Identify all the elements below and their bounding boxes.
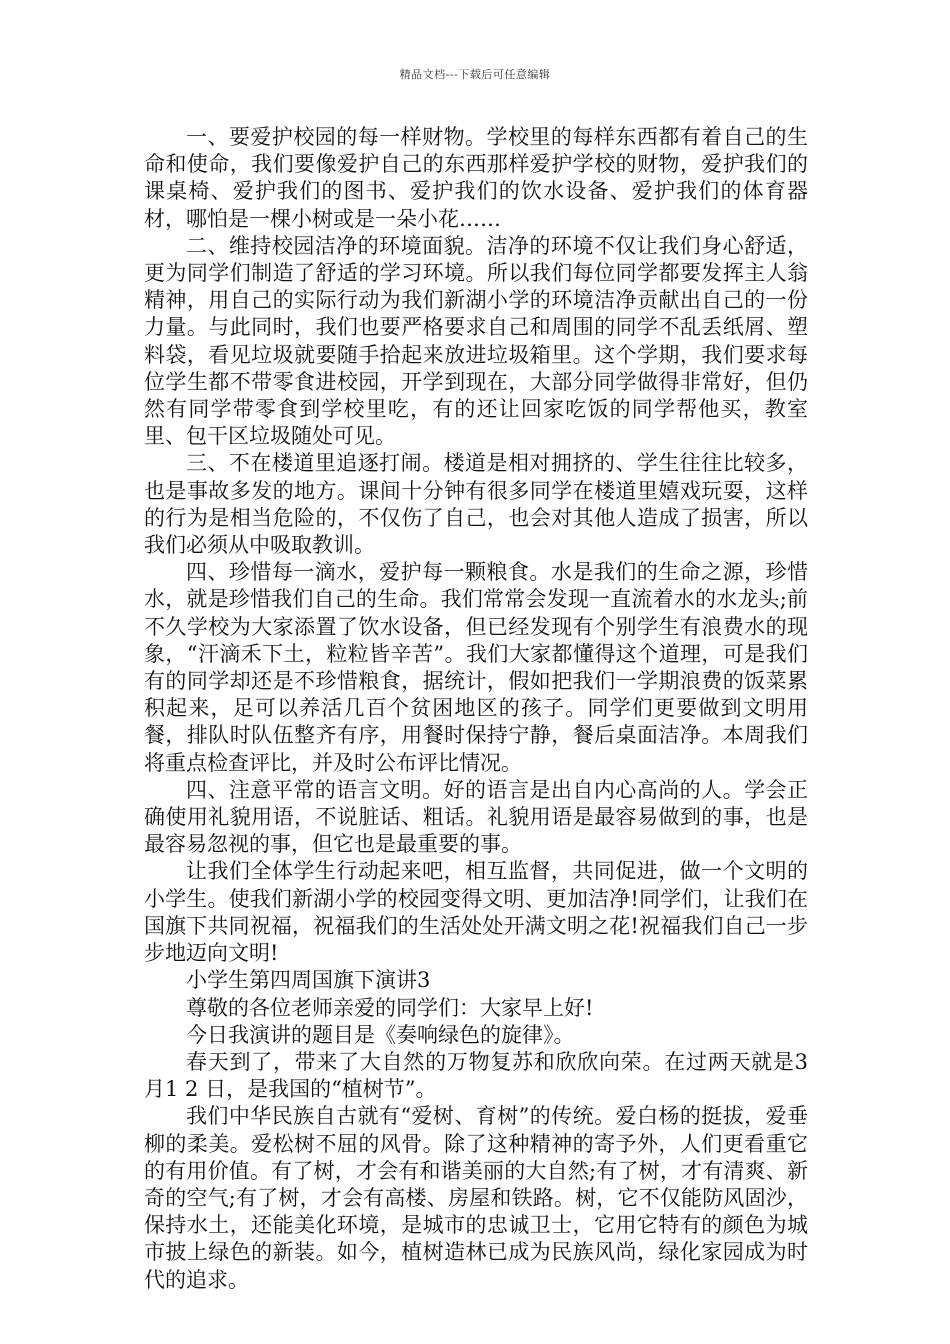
document-body bbox=[144, 124, 808, 1294]
speech-greeting: 尊敬的各位老师亲爱的同学们：大家早上好! bbox=[186, 995, 594, 1020]
page-header: 精品文档---下载后可任意编辑 bbox=[399, 68, 551, 81]
paragraph-save-water-food: 四、珍惜每一滴水，爱护每一颗粮食。水是我们的生命之源，珍惜水，就是珍惜我们自己的生命。我们常常会发现一直流着水的水龙头;前不久学校为大家添置了饮水设备，但已经发现有个别学生有浪费水的现象，“汗滴禾下土，粒粒皆辛苦”。我们大家都懂得这个道理，可是我们有的同学却还是不珍惜粮食，据统计，假如把我们一学期浪费的饭菜累积起来，足可以养活几百个贫困地区的孩子。同学们更要做到文明用餐，排队时队伍整齐有序，用餐时保持宁静，餐后桌面洁净。本周我们将重点检查评比，并及时公布评比情况。 bbox=[144, 560, 808, 775]
paragraph-spring: 春天到了，带来了大自然的万物复苏和欣欣向荣。在过两天就是3 月1 2 日，是我国的“植树节”。 bbox=[144, 1049, 808, 1102]
paragraph-trees: 我们中华民族自古就有“爱树、育树”的传统。爱白杨的挺拔，爱垂柳的柔美。爱松树不屈的风骨。除了这种精神的寄予外，人们更看重它的有用价值。有了树，才会有和谐美丽的大自然;有了树，才有清爽、新奇的空气;有了树，才会有高楼、房屋和铁路。树，它不仅能防风固沙，保持水土，还能美化环境，是城市的忠诚卫士，它用它特有的颜色为城市披上绿色的新装。如今，植树造林已成为民族风尚，绿化家园成为时代的追求。 bbox=[144, 1104, 808, 1292]
paragraph-no-running: 三、不在楼道里追逐打闹。楼道是相对拥挤的、学生往往比较多，也是事故多发的地方。课间十分钟有很多同学在楼道里嬉戏玩耍，这样的行为是相当危险的，不仅伤了自己，也会对其他人造成了损害，所以我们必须从中吸取教训。 bbox=[144, 451, 808, 558]
paragraph-keep-clean: 二、维持校园洁净的环境面貌。洁净的环境不仅让我们身心舒适，更为同学们制造了舒适的学习环境。所以我们每位同学都要发挥主人翁精神，用自己的实际行动为我们新湖小学的环境洁净贡献出自己的一份力量。与此同时，我们也要严格要求自己和周围的同学不乱丢纸屑、塑料袋，看见垃圾就要随手拾起来放进垃圾箱里。这个学期，我们要求每位学生都不带零食进校园，开学到现在，大部分同学做得非常好，但仍然有同学带零食到学校里吃，有的还让回家吃饭的同学帮他买，教室里、包干区垃圾随处可见。 bbox=[144, 233, 808, 449]
speech-title: 小学生第四周国旗下演讲3 bbox=[186, 968, 431, 993]
speech-topic: 今日我演讲的题目是《奏响绿色的旋律》。 bbox=[186, 1022, 575, 1047]
paragraph-call-to-action: 让我们全体学生行动起来吧，相互监督，共同促进，做一个文明的小学生。使我们新湖小学的校园变得文明、更加洁净!同学们，让我们在国旗下共同祝福，祝福我们的生活处处开满文明之花!祝福我们自己一步步地迈向文明! bbox=[144, 859, 808, 966]
paragraph-civil-language: 四、注意平常的语言文明。好的语言是出自内心高尚的人。学会正确使用礼貌用语，不说脏话、粗话。礼貌用语是最容易做到的事，也是最容易忽视的事，但它也是最重要的事。 bbox=[144, 777, 808, 857]
paragraph-protect-property: 一、要爱护校园的每一样财物。学校里的每样东西都有着自己的生命和使命，我们要像爱护自己的东西那样爱护学校的财物，爱护我们的课桌椅、爱护我们的图书、爱护我们的饮水设备、爱护我们的体育器材，哪怕是一棵小树或是一朵小花…… bbox=[144, 125, 808, 231]
